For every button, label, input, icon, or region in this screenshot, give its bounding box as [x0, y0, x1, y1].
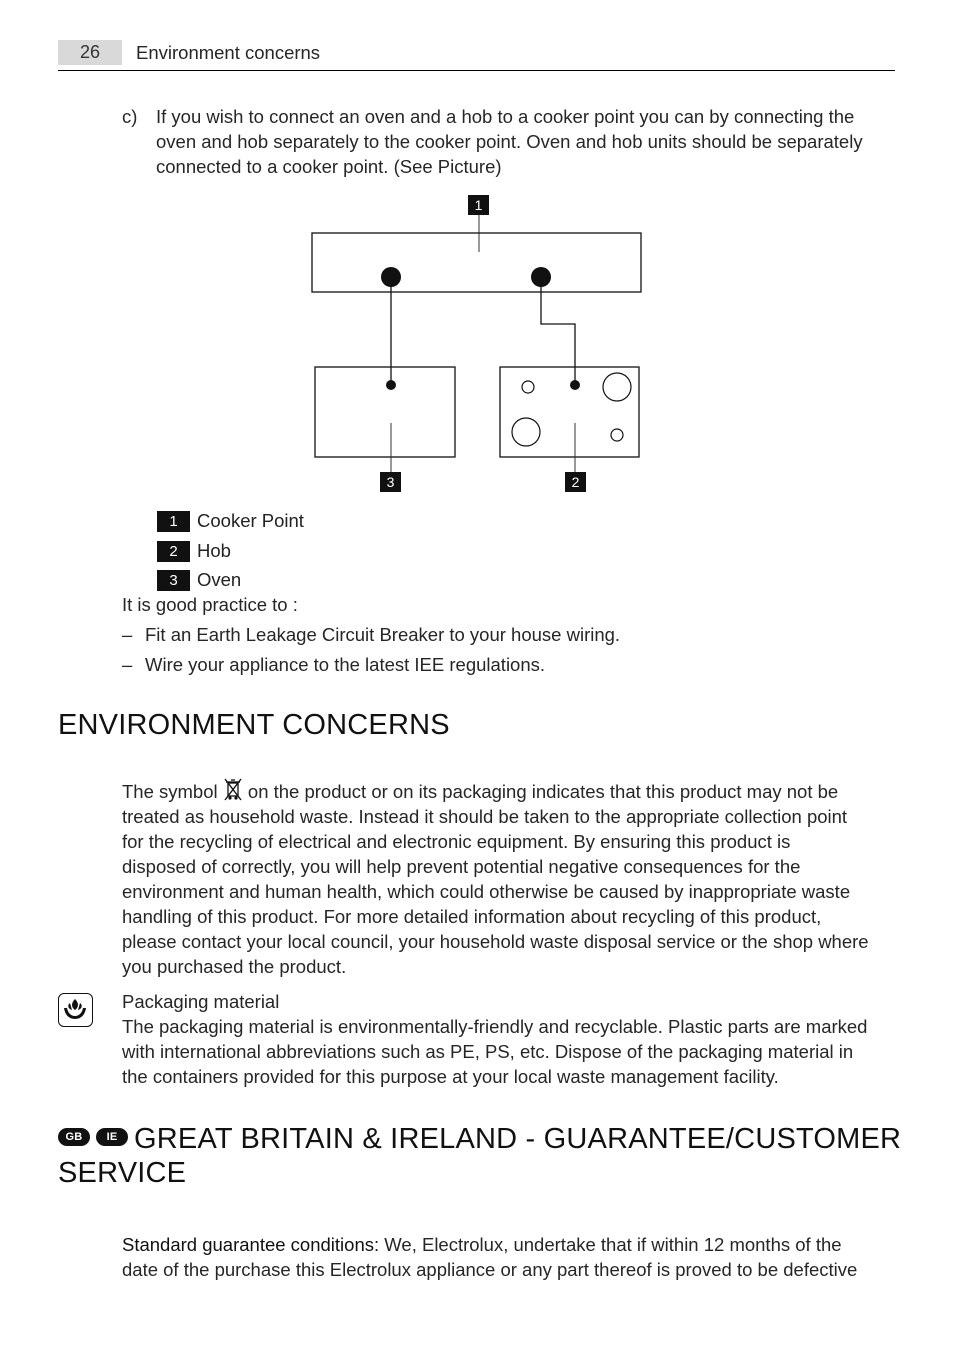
legend-label: Hob	[197, 540, 231, 561]
recycle-hands-icon	[58, 993, 93, 1027]
packaging-title: Packaging material	[122, 991, 280, 1012]
environment-line: handling of this product. For more detailed information about recycling of this product,	[122, 906, 822, 927]
legend-number: 2	[157, 541, 190, 562]
ie-flag-badge: IE	[96, 1128, 128, 1146]
callout-2-label: 2	[571, 474, 580, 490]
hob-burner-large-top	[603, 373, 631, 401]
environment-line: environment and human health, which could otherwise be caused by inappropriate waste	[122, 881, 851, 902]
environment-line: please contact your local council, your household waste disposal service or the shop where	[122, 931, 869, 952]
legend-number: 3	[157, 570, 190, 591]
cooker-point-wiring-diagram	[300, 190, 660, 500]
practice-lead: It is good practice to :	[122, 594, 298, 615]
practice-bullet: –	[122, 654, 133, 675]
guarantee-heading-line: GREAT BRITAIN & IRELAND - GUARANTEE/CUSTOMER	[134, 1123, 902, 1155]
guarantee-lead: Standard guarantee conditions:	[122, 1234, 380, 1255]
hob-burner-small-top	[522, 381, 534, 393]
header-divider	[58, 70, 895, 71]
guarantee-line: date of the purchase this Electrolux appliance or any part thereof is proved to be defective	[122, 1259, 858, 1280]
practice-bullet: –	[122, 624, 133, 645]
oven-box	[315, 367, 455, 457]
environment-text: The symbol	[122, 781, 218, 802]
intro-marker: c)	[122, 106, 138, 127]
guarantee-paragraph	[122, 1232, 892, 1282]
cooker-point-box	[312, 233, 641, 292]
intro-paragraph	[156, 104, 896, 179]
guarantee-heading-line: SERVICE	[58, 1157, 187, 1189]
intro-line: If you wish to connect an oven and a hob to a cooker point you can by connecting the	[156, 106, 855, 127]
oven-terminal	[386, 380, 396, 390]
environment-first-line	[122, 777, 892, 804]
packaging-line: with international abbreviations such as PE, PS, etc. Dispose of the packaging material in	[122, 1041, 854, 1062]
environment-heading: ENVIRONMENT CONCERNS	[58, 709, 450, 741]
environment-line: you purchased the product.	[122, 956, 347, 977]
packaging-section	[122, 989, 892, 1089]
hob-burner-small-bottom	[611, 429, 623, 441]
intro-line: connected to a cooker point. (See Picture)	[156, 156, 502, 177]
gb-flag-badge: GB	[58, 1128, 90, 1146]
legend-label: Oven	[197, 569, 242, 590]
hob-box	[500, 367, 639, 457]
callout-1-label: 1	[474, 197, 483, 213]
environment-paragraph	[122, 777, 892, 979]
environment-line: for the recycling of electrical and electronic equipment. By ensuring this product is	[122, 831, 791, 852]
crossed-out-wheelie-bin-icon	[223, 777, 243, 801]
hob-wire	[541, 277, 575, 385]
environment-line: disposed of correctly, you will help prevent potential negative consequences for the	[122, 856, 801, 877]
guarantee-heading	[58, 1122, 918, 1190]
practice-item: Fit an Earth Leakage Circuit Breaker to your house wiring.	[145, 624, 621, 645]
practice-item: Wire your appliance to the latest IEE regulations.	[145, 654, 546, 675]
hob-terminal	[570, 380, 580, 390]
page-number: 26	[58, 40, 122, 65]
environment-line: treated as household waste. Instead it should be taken to the appropriate collection point	[122, 806, 848, 827]
guarantee-text: We, Electrolux, undertake that if within 12 months of the	[379, 1234, 842, 1255]
legend-label: Cooker Point	[197, 510, 304, 531]
packaging-line: The packaging material is environmentally-friendly and recyclable. Plastic parts are marked	[122, 1016, 868, 1037]
callout-3-label: 3	[386, 474, 395, 490]
running-header-title: Environment concerns	[136, 42, 321, 63]
environment-text: on the product or on its packaging indicates that this product may not be	[247, 781, 839, 802]
intro-line: oven and hob separately to the cooker point. Oven and hob units should be separately	[156, 131, 863, 152]
packaging-line: the containers provided for this purpose at your local waste management facility.	[122, 1066, 779, 1087]
legend-number: 1	[157, 511, 190, 532]
hob-burner-large-bottom	[512, 418, 540, 446]
